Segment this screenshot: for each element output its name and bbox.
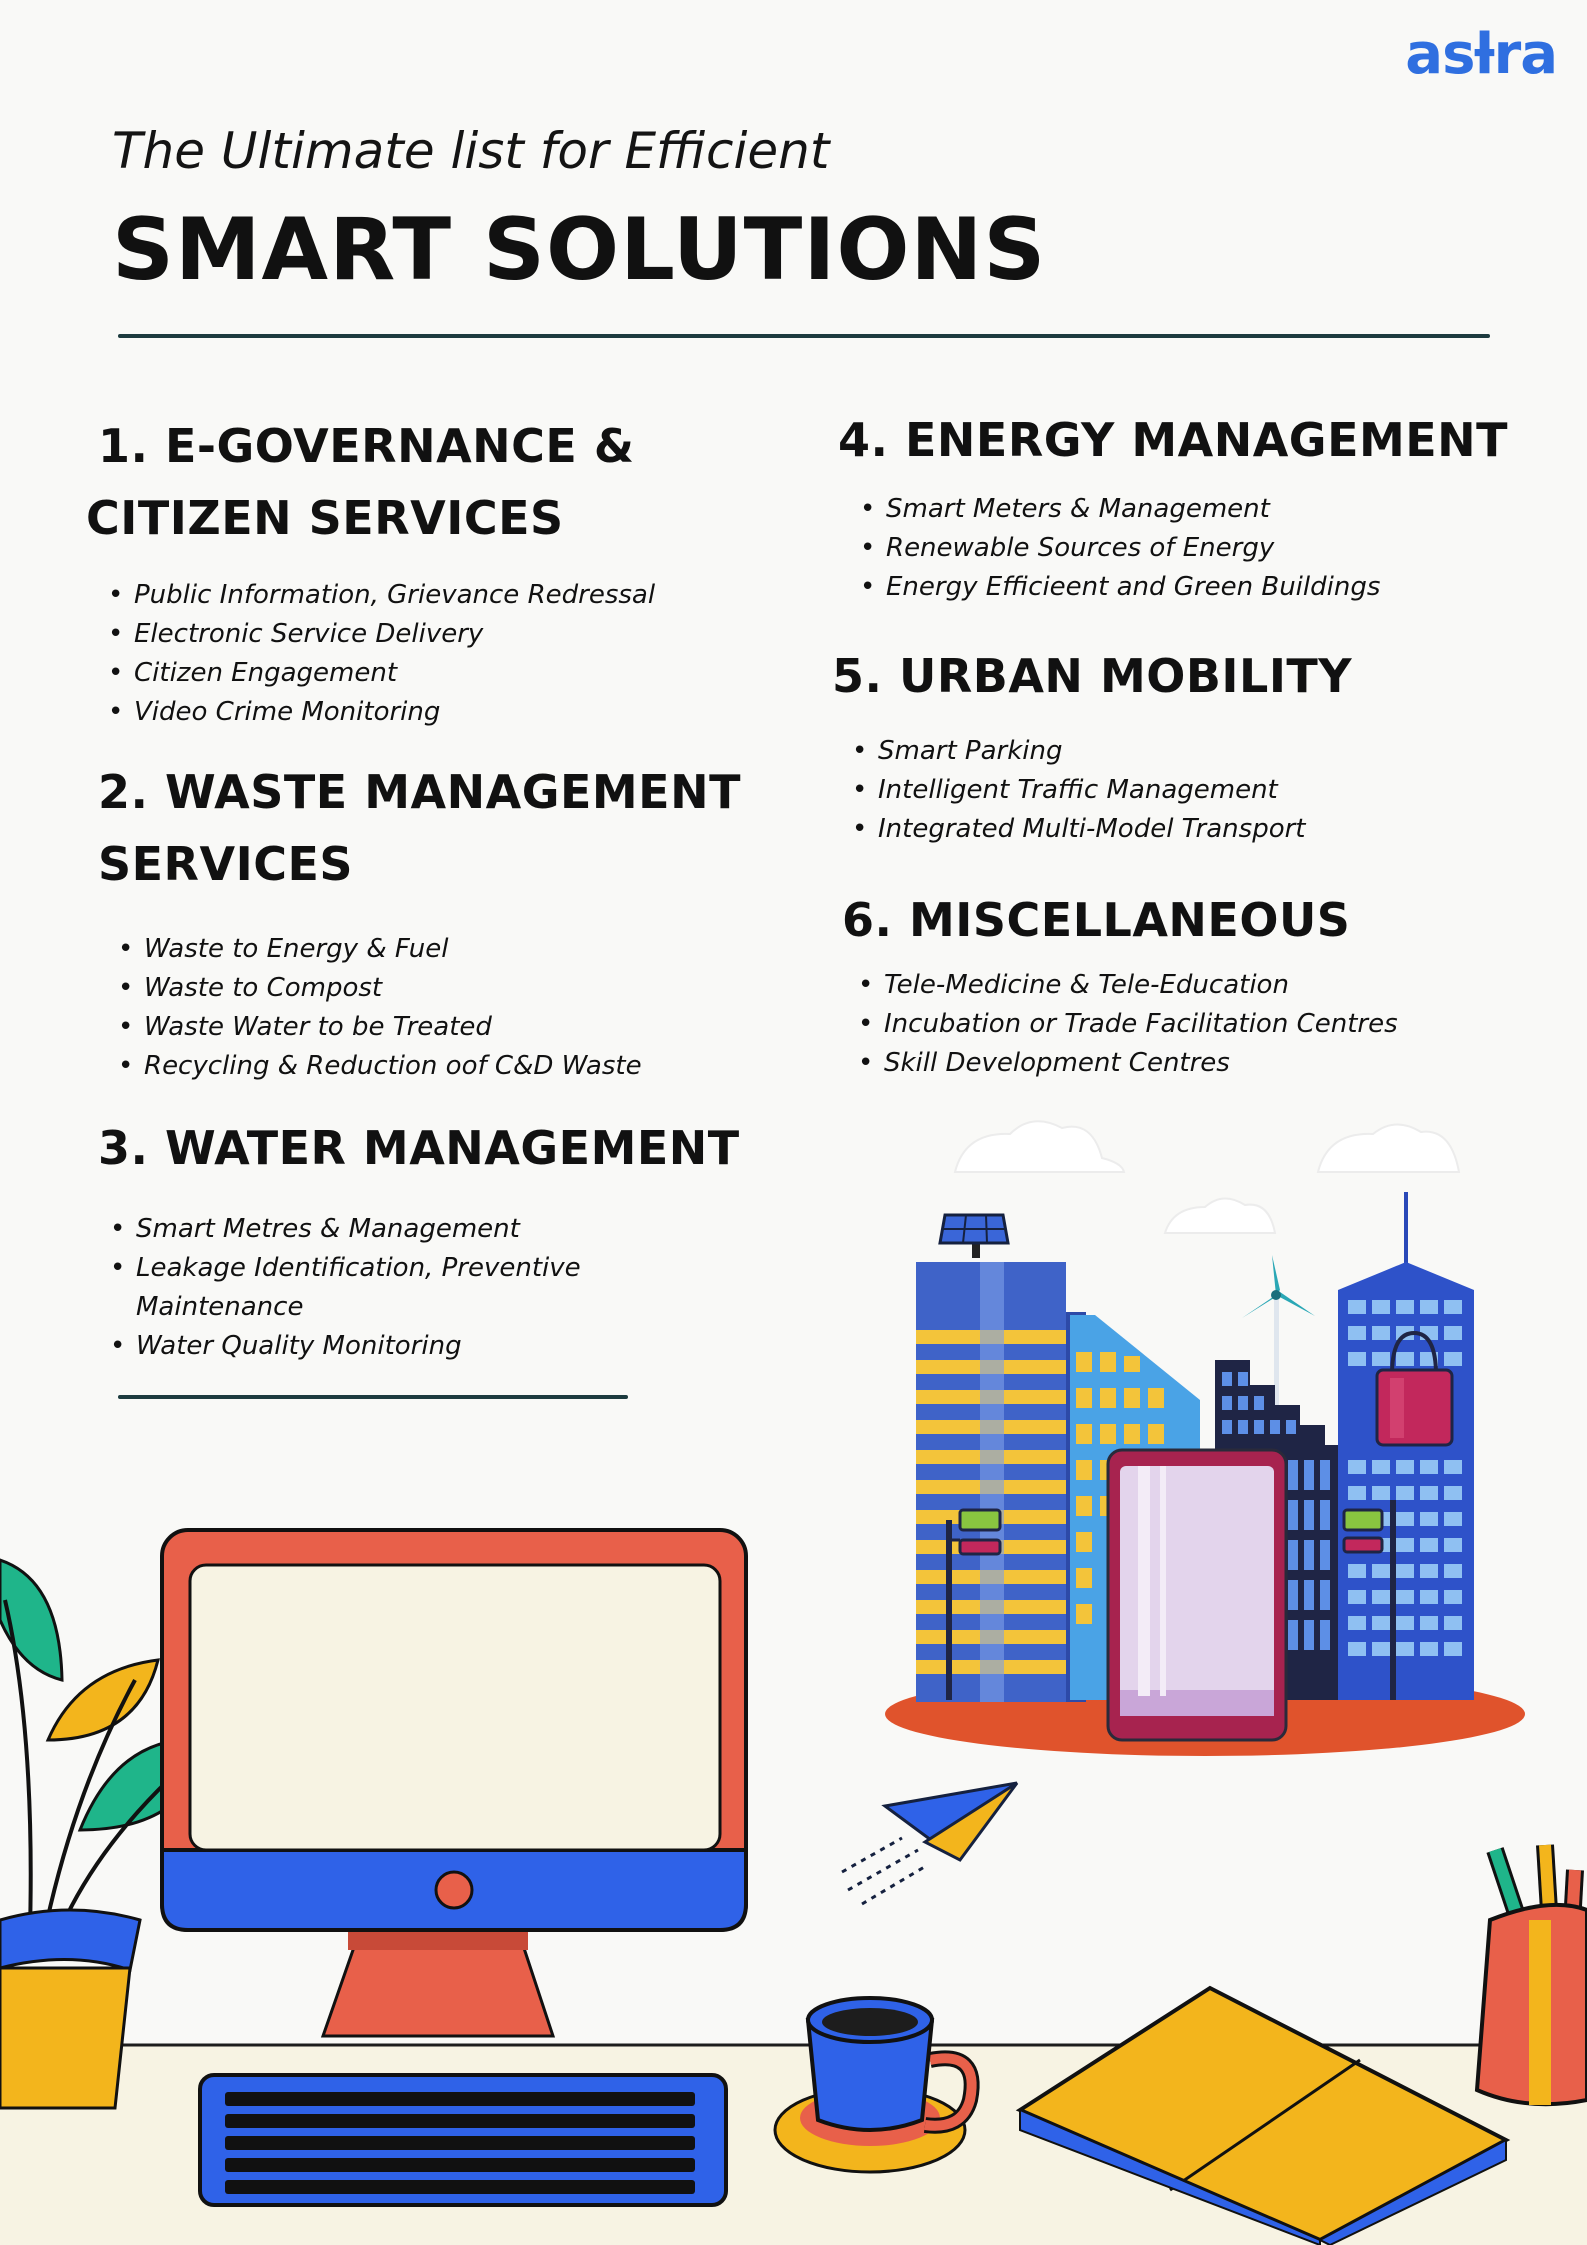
section-title-line2: CITIZEN SERVICES [86,491,564,545]
section-title-line1: 2. WASTE MANAGEMENT [98,765,741,819]
list-item: • Water Quality Monitoring [136,1327,798,1366]
list-item: • Smart Parking [878,732,1552,771]
list-item-continued: Maintenance [136,1292,304,1322]
keyboard-icon [200,2075,726,2205]
logo-suffix: ra [1493,22,1557,87]
solar-panel-icon [940,1215,1008,1258]
list-item: • Energy Efficieent and Green Buildings [886,568,1558,607]
cloud-icon [1165,1198,1275,1233]
list-item: • Smart Metres & Management [136,1210,798,1249]
section-title-line1: 1. E-GOVERNANCE & [98,419,635,473]
list-item: • Video Crime Monitoring [134,693,786,732]
list-item: • Skill Development Centres [884,1044,1562,1083]
tablet-icon [1108,1450,1286,1740]
list-item: • Tele-Medicine & Tele-Education [884,966,1562,1005]
list-item: • Incubation or Trade Facilitation Centres [884,1005,1562,1044]
page-title: SMART SOLUTIONS [112,200,1047,300]
pencil-cup-icon [1477,1845,1587,2105]
section-title-line2: SERVICES [98,837,354,891]
list-item: • Electronic Service Delivery [134,615,786,654]
list-item: • Waste Water to be Treated [144,1008,798,1047]
section-title: 5. URBAN MOBILITY [832,649,1353,703]
section-title: 4. ENERGY MANAGEMENT [838,413,1509,467]
list-item: • Renewable Sources of Energy [886,529,1558,568]
cloud-icon [955,1121,1124,1172]
list-item: • Waste to Compost [144,969,798,1008]
list-item: • Public Information, Grievance Redressal [134,576,786,615]
cloud-icon [1318,1124,1459,1172]
list-item: • Recycling & Reduction oof C&D Waste [144,1047,798,1086]
building-striped [916,1262,1086,1702]
list-item: • Smart Meters & Management [886,490,1558,529]
list-item: • Citizen Engagement [134,654,786,693]
monitor-icon [162,1530,746,2036]
list-item: • Waste to Energy & Fuel [144,930,798,969]
logo-t-glyph: ƚ [1474,22,1494,87]
list-item: • Leakage Identification, Preventive [136,1249,798,1288]
section-title: 6. MISCELLANEOUS [842,893,1351,947]
paper-plane-icon [842,1783,1017,1904]
section-title: 3. WATER MANAGEMENT [98,1121,740,1175]
list-item: • Integrated Multi-Model Transport [878,810,1552,849]
logo-prefix: as [1405,22,1475,87]
page-subtitle: The Ultimate list for Efficient [112,122,830,180]
list-item: • Intelligent Traffic Management [878,771,1552,810]
